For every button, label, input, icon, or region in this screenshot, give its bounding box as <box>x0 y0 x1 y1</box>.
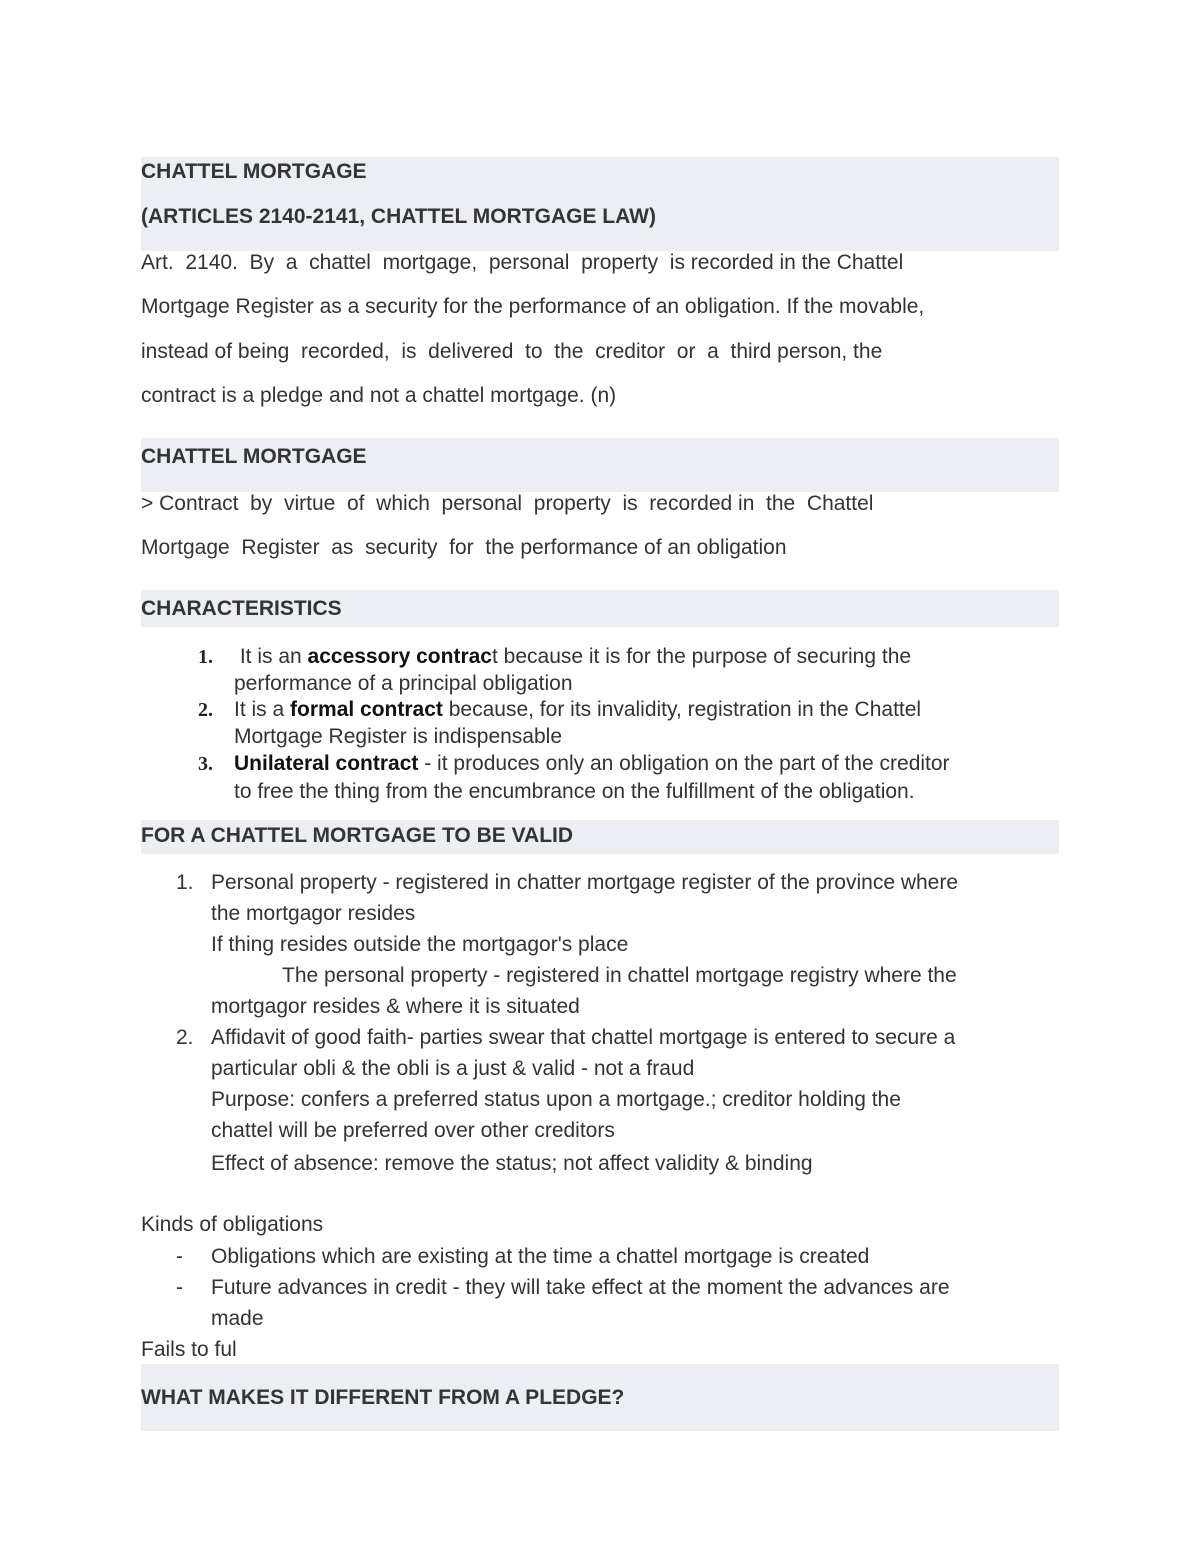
list-item-text: chattel will be preferred over other creditors <box>211 1119 615 1142</box>
list-item-text: particular obli & the obli is a just & valid - not a fraud <box>211 1057 695 1080</box>
list-item-text: The personal property - registered in chattel mortgage registry where the <box>282 964 957 987</box>
list-item-text: performance of a principal obligation <box>234 672 573 695</box>
list-item-text: If thing resides outside the mortgagor's place <box>211 933 629 956</box>
bullet-dash: - <box>176 1245 183 1268</box>
document-title: CHATTEL MORTGAGE <box>141 160 367 183</box>
list-item-text: mortgagor resides & where it is situated <box>211 995 580 1018</box>
list-number: 2. <box>176 1026 194 1049</box>
art2140-line: Mortgage Register as a security for the performance of an obligation. If the movable, <box>141 295 925 318</box>
list-number: 1. <box>176 871 194 894</box>
list-item-text: It is a formal contract because, for its invalidity, registration in the Chattel <box>234 698 922 721</box>
pledge-difference-heading: WHAT MAKES IT DIFFERENT FROM A PLEDGE? <box>141 1386 625 1409</box>
list-item-text: It is an accessory contract because it is for the purpose of securing the <box>234 645 912 668</box>
list-item-text: Affidavit of good faith- parties swear that chattel mortgage is entered to secure a <box>211 1026 956 1049</box>
definition-line: Mortgage Register as security for the performance of an obligation <box>141 536 787 559</box>
bullet-dash: - <box>176 1276 183 1299</box>
list-item-text: made <box>211 1307 264 1330</box>
list-number: 3. <box>198 753 213 775</box>
art2140-line: Art. 2140. By a chattel mortgage, personal property is recorded in the Chattel <box>141 251 904 274</box>
list-item-text: the mortgagor resides <box>211 902 416 925</box>
list-item-text: Unilateral contract - it produces only an obligation on the part of the creditor <box>234 752 950 775</box>
list-number: 2. <box>198 699 213 721</box>
articles-subtitle: (ARTICLES 2140-2141, CHATTEL MORTGAGE LAW) <box>141 205 656 228</box>
list-item-text: Effect of absence: remove the status; not affect validity & binding <box>211 1152 813 1175</box>
definition-heading: CHATTEL MORTGAGE <box>141 445 367 468</box>
art2140-line: instead of being recorded, is delivered to the creditor or a third person, the <box>141 340 883 363</box>
list-item-text: to free the thing from the encumbrance on the fulfillment of the obligation. <box>234 780 915 803</box>
validity-heading: FOR A CHATTEL MORTGAGE TO BE VALID <box>141 824 574 847</box>
list-item-text: Purpose: confers a preferred status upon a mortgage.; creditor holding the <box>211 1088 901 1111</box>
characteristics-heading: CHARACTERISTICS <box>141 597 342 620</box>
kinds-title: Kinds of obligations <box>141 1213 324 1236</box>
list-item-text: Mortgage Register is indispensable <box>234 725 563 748</box>
list-number: 1. <box>198 646 213 668</box>
list-item-text: Obligations which are existing at the time a chattel mortgage is created <box>211 1245 870 1268</box>
definition-line: > Contract by virtue of which personal property is recorded in the Chattel <box>141 492 874 515</box>
trailing-text: Fails to ful <box>141 1338 237 1361</box>
list-item-text: Future advances in credit - they will take effect at the moment the advances are <box>211 1276 950 1299</box>
list-item-text: Personal property - registered in chatter mortgage register of the province where <box>211 871 959 894</box>
art2140-line: contract is a pledge and not a chattel mortgage. (n) <box>141 384 617 407</box>
